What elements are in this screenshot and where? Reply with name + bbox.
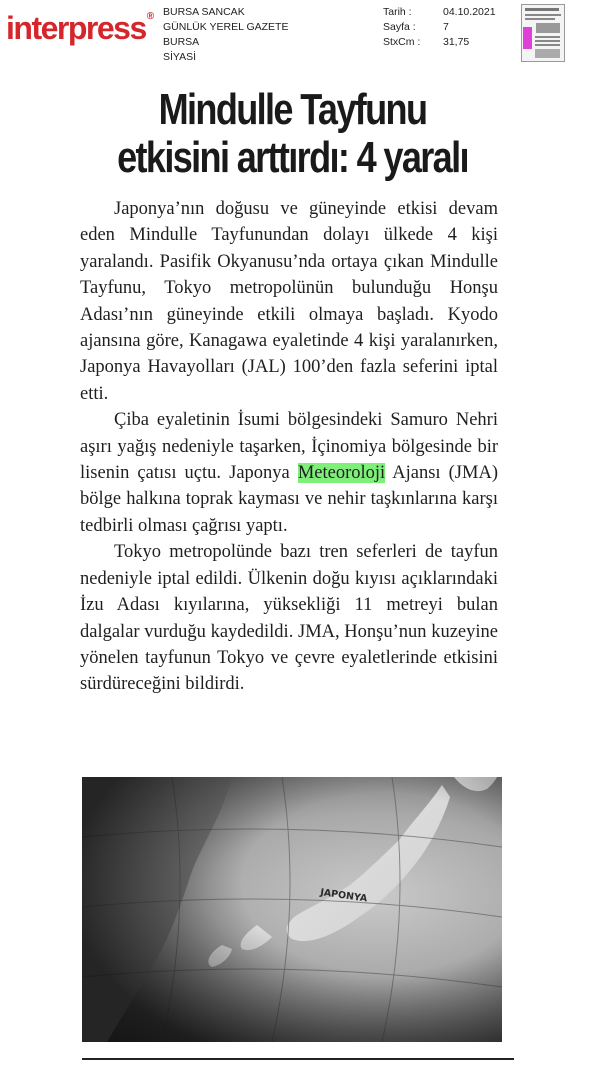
japan-map-graphic: [82, 777, 502, 1042]
publication-type: GÜNLÜK YEREL GAZETE: [163, 21, 289, 33]
headline: [85, 86, 499, 182]
interpress-logo: [6, 12, 153, 44]
page-thumbnail[interactable]: [521, 4, 565, 62]
article-paragraph: Japonya’nın doğusu ve güneyinde etkisi devam eden Mindulle Tayfunundan dolayı ülkede 4 kişi yaralandı. Pasifik Okyanusu’nda ortaya çıkan Mindulle Tayfunu, Tokyo metropolünün bulunduğu Honşu Adası’nın güneyinde etkili olmaya başladı. Kyodo ajansına göre, Kanagawa eyaletinde 4 kişi yaralanırken, Japonya Havayolları (JAL) 100’den fazla seferini iptal etti.: [80, 199, 498, 404]
publication-section: SİYASİ: [163, 51, 197, 63]
page-value: 7: [443, 21, 449, 33]
page-label: Sayfa :: [383, 21, 416, 33]
stxcm-label: StxCm :: [383, 36, 421, 48]
date-value: 04.10.2021: [443, 6, 496, 18]
registered-mark: ®: [146, 11, 153, 22]
date-label: Tarih :: [383, 6, 412, 18]
article-paragraph: Tokyo metropolünde bazı tren seferleri de tayfun nedeniyle iptal edildi. Ülkenin doğu kıyısı açıklarındaki İzu Adası kıyılarına, yüksekliği 11 metreyi bulan dalgalar vurduğu kaydedildi. JMA, Honşu’nun kuzeyine yönelen tayfunun Tokyo ve çevre eyaletlerinde etkisini sürdüreceğini bildirdi.: [80, 542, 498, 695]
map-photo: [82, 777, 502, 1042]
highlighted-keyword: Meteoroloji: [297, 463, 386, 484]
stxcm-value: 31,75: [443, 36, 470, 48]
clipping-meta: [383, 5, 496, 50]
headline-line-1: Mindulle Tayfunu: [158, 85, 427, 134]
thumbnail-highlight: [523, 27, 532, 49]
headline-line-2: etkisini arttırdı: 4 yaralı: [117, 133, 468, 182]
publication-info: [163, 5, 288, 65]
bottom-rule: [82, 1058, 514, 1060]
article-paragraph: Çiba eyaletinin İsumi bölgesindeki Samuro Nehri aşırı yağış nedeniyle taşarken, İçinomiya bölgesinde bir lisenin çatısı uçtu. Japonya Meteoroloji Ajansı (JMA) bölge halkına toprak kayması ve nehir taşkınlarına karşı tedbirli olması çağrısı yaptı.: [80, 410, 498, 536]
publication-city: BURSA: [163, 36, 200, 48]
logo-text: interpress: [6, 10, 146, 46]
article-body: [80, 196, 498, 698]
publication-name: BURSA SANCAK: [163, 6, 245, 18]
